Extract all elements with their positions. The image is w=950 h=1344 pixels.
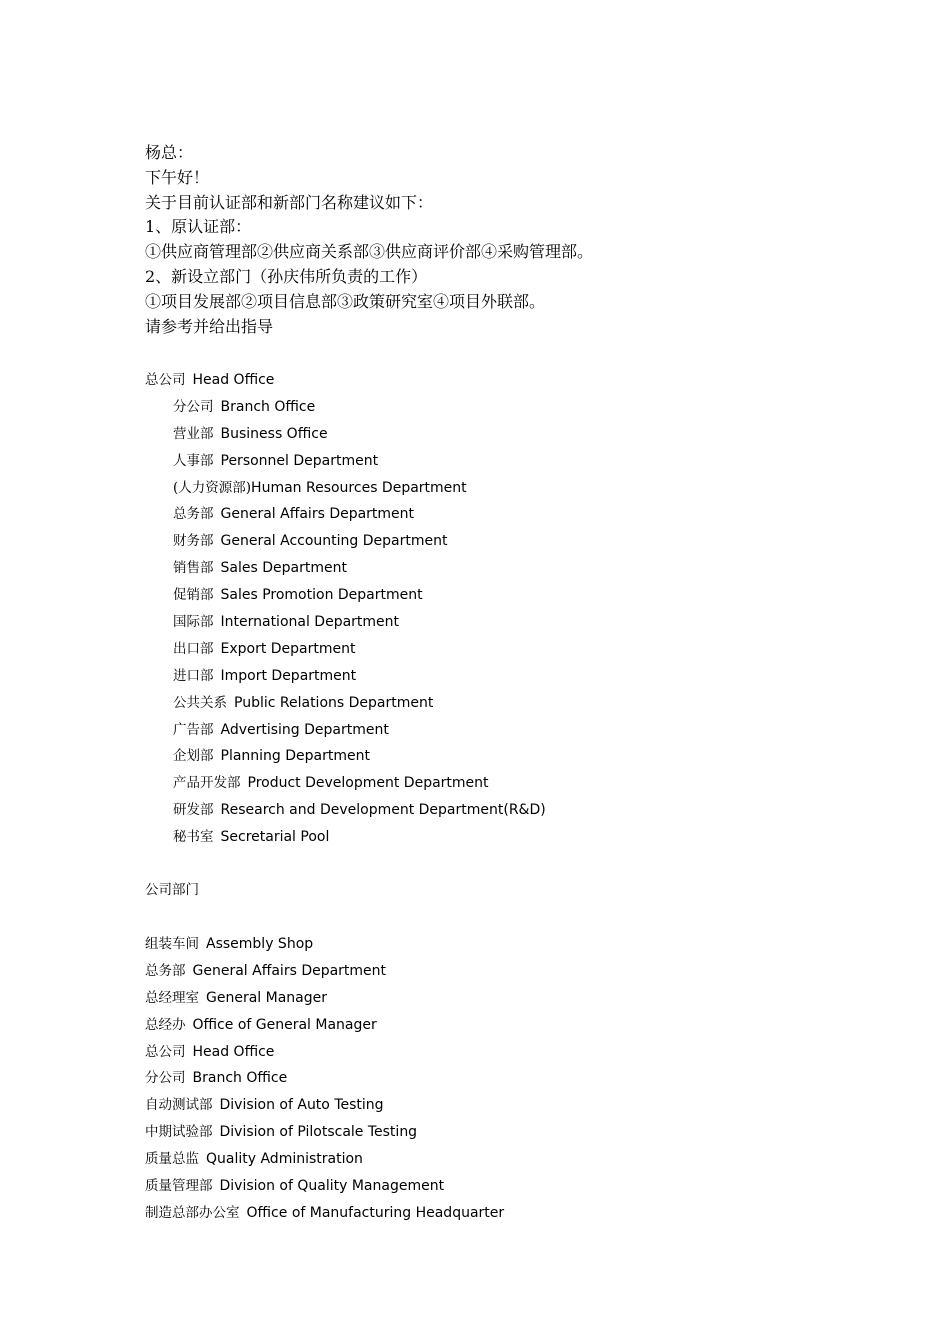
- list-item: [145, 1012, 845, 1039]
- list-item: [145, 394, 845, 421]
- term-english: Personnel Department: [220, 452, 379, 469]
- term-english: Sales Department: [220, 560, 347, 577]
- list-item: [145, 555, 845, 582]
- list-item: [145, 958, 845, 985]
- greeting: 下午好！: [145, 167, 210, 187]
- list-item: [145, 663, 845, 690]
- list-item: [145, 743, 845, 770]
- list-item: [145, 824, 845, 851]
- term-english: Import Department: [220, 667, 357, 684]
- term-english: Head Office: [192, 1043, 275, 1060]
- list-item: [145, 501, 845, 528]
- list-item: [145, 1146, 845, 1173]
- term-chinese: 质量总监: [145, 1151, 199, 1168]
- list-item: [145, 1039, 845, 1066]
- term-chinese: 广告部: [173, 721, 214, 738]
- term-english: Branch Office: [220, 398, 316, 415]
- term-english: Office of Manufacturing Headquarter: [246, 1204, 505, 1221]
- term-english: Business Office: [220, 425, 328, 442]
- term-english: Secretarial Pool: [220, 829, 330, 846]
- term-english: Planning Department: [220, 748, 370, 765]
- term-english: Export Department: [220, 640, 356, 657]
- list-item: [145, 1200, 845, 1227]
- term-chinese: 国际部: [173, 614, 214, 631]
- list-item: [145, 690, 845, 717]
- term-chinese: 总务部: [145, 962, 186, 979]
- term-chinese: 公共关系: [173, 694, 227, 711]
- term-chinese: 总公司: [145, 372, 186, 388]
- intro-line: 关于目前认证部和新部门名称建议如下：: [145, 192, 434, 212]
- term-chinese: 人事部: [173, 452, 214, 469]
- list-item: [145, 475, 845, 502]
- list-item: [145, 636, 845, 663]
- term-english: General Manager: [206, 989, 327, 1006]
- list-item: [145, 985, 845, 1012]
- term-chinese: (人力资源部): [173, 479, 252, 496]
- term-chinese: 总经办: [145, 1016, 186, 1033]
- term-chinese: 进口部: [173, 667, 214, 684]
- term-english: Sales Promotion Department: [220, 587, 423, 604]
- term-english: Division of Pilotscale Testing: [219, 1124, 418, 1141]
- term-english: Public Relations Department: [234, 694, 434, 711]
- list-item: [145, 1092, 845, 1119]
- head-office-row: [145, 367, 845, 394]
- term-english: General Affairs Department: [192, 962, 387, 979]
- list-item: [145, 770, 845, 797]
- term-chinese: 企划部: [173, 748, 214, 765]
- term-chinese: 出口部: [173, 640, 214, 657]
- term-english: General Affairs Department: [220, 506, 415, 523]
- list-item: [145, 609, 845, 636]
- term-english: Branch Office: [192, 1070, 288, 1087]
- term-english: Quality Administration: [206, 1151, 363, 1168]
- term-english: Human Resources Department: [251, 479, 467, 496]
- list-item: [145, 528, 845, 555]
- term-chinese: 促销部: [173, 587, 214, 604]
- term-chinese: 组装车间: [145, 936, 199, 952]
- head-office-list: [145, 367, 845, 851]
- term-chinese: 制造总部办公室: [145, 1204, 240, 1221]
- term-english: Division of Quality Management: [219, 1178, 445, 1195]
- term-english: Research and Development Department(R&D): [220, 802, 546, 819]
- term-chinese: 总公司: [145, 1043, 186, 1060]
- list-item: [145, 448, 845, 475]
- term-chinese: 总经理室: [145, 989, 199, 1006]
- list-item: [145, 1173, 845, 1200]
- term-chinese: 财务部: [173, 533, 214, 550]
- section-1-heading: 1、原认证部：: [145, 217, 252, 237]
- term-chinese: 分公司: [173, 398, 214, 415]
- term-english: Head Office: [192, 372, 275, 388]
- term-chinese: 自动测试部: [145, 1097, 213, 1114]
- term-chinese: 营业部: [173, 425, 214, 442]
- section-1-options: ①供应商管理部②供应商关系部③供应商评价部④采购管理部。: [145, 242, 594, 262]
- term-english: Product Development Department: [247, 775, 489, 792]
- term-english: Assembly Shop: [206, 936, 314, 952]
- term-chinese: 总务部: [173, 506, 214, 523]
- term-chinese: 产品开发部: [173, 775, 241, 792]
- list-item: [145, 931, 845, 958]
- list-item: [145, 582, 845, 609]
- section-2-heading: 2、新设立部门（孙庆伟所负责的工作）: [145, 266, 428, 286]
- term-english: Office of General Manager: [192, 1016, 377, 1033]
- list-item: [145, 797, 845, 824]
- term-english: International Department: [220, 614, 400, 631]
- term-chinese: 分公司: [145, 1070, 186, 1087]
- list-item: [145, 421, 845, 448]
- section-2-options: ①项目发展部②项目信息部③政策研究室④项目外联部。: [145, 291, 546, 311]
- section-heading: 公司部门: [145, 882, 199, 898]
- term-chinese: 中期试验部: [145, 1124, 213, 1141]
- term-chinese: 秘书室: [173, 829, 214, 846]
- company-departments-heading-block: [145, 877, 845, 904]
- list-item: [145, 717, 845, 744]
- term-chinese: 质量管理部: [145, 1178, 213, 1195]
- term-chinese: 研发部: [173, 802, 214, 819]
- term-chinese: 销售部: [173, 560, 214, 577]
- term-english: Division of Auto Testing: [219, 1097, 384, 1114]
- list-item: [145, 1065, 845, 1092]
- list-item: [145, 1119, 845, 1146]
- term-english: Advertising Department: [220, 721, 389, 738]
- company-departments-list: [145, 931, 845, 1227]
- term-english: General Accounting Department: [220, 533, 448, 550]
- salutation: 杨总：: [145, 143, 194, 162]
- closing-request: 请参考并给出指导: [145, 316, 274, 336]
- memo-letter: [145, 141, 845, 339]
